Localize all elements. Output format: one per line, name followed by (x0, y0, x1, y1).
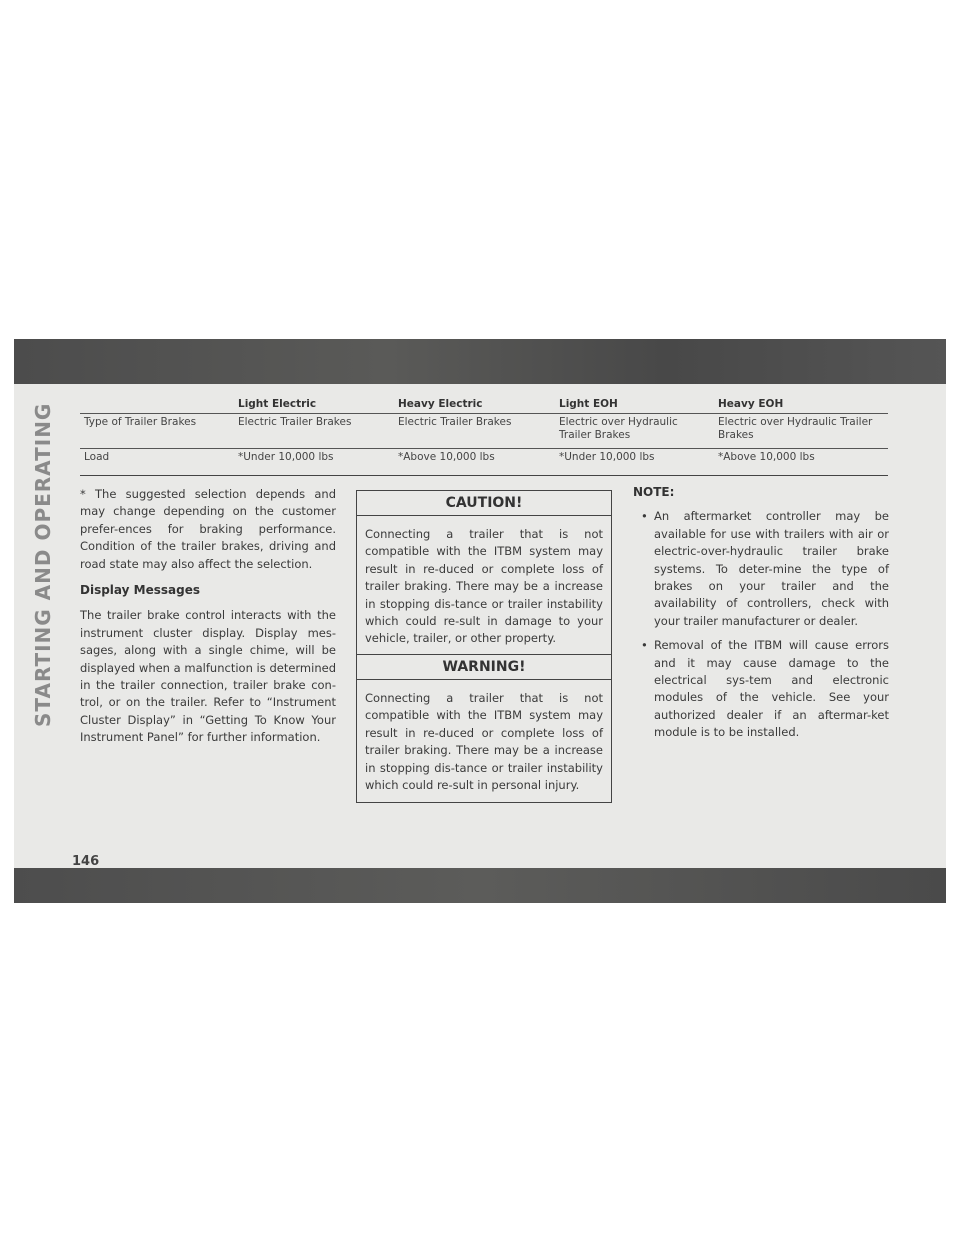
table-cell: *Above 10,000 lbs (718, 451, 815, 463)
table-header-cell (80, 396, 234, 414)
left-column (80, 486, 336, 756)
table-cell: *Above 10,000 lbs (398, 451, 495, 463)
table-cell: Electric Trailer Brakes (398, 416, 512, 428)
selection-footnote: * The suggested selection depends and may change depending on the customer prefer-ences for braking performance. Condition of the trailer brakes, driving and road state may also affect the selection. (80, 487, 336, 571)
list-item (633, 508, 889, 630)
caution-box (356, 490, 612, 657)
manual-page (14, 339, 946, 903)
display-messages-heading: Display Messages (80, 583, 200, 598)
bullet-icon: • (641, 638, 648, 653)
warning-text: Connecting a trailer that is not compatible with the ITBM system may result in re-duced or complete loss of trailer braking. There may be a increase in stopping dis-tance or trailer instability which could re-sult in personal injury. (365, 691, 603, 793)
table-header-cell: Heavy EOH (714, 396, 888, 414)
display-messages-body: The trailer brake control interacts with the instrument cluster display. Display mes-sages, along with a single chime, will be displayed when a malfunction is determined in the trailer connection, trailer brake con-trol, or on the trailer. Refer to “Instrument Cluster Display” in “Getting To Know Your Instrument Panel” for further information. (80, 608, 336, 745)
table-header-cell: Light Electric (234, 396, 394, 414)
list-item (633, 637, 889, 741)
list-item-text: An aftermarket controller may be available for use with trailers with air or electric-over-hydraulic trailer brake systems. To deter-mine the type of brakes on your trailer and the availability of controllers, check with your trailer manufacturer or dealer. (654, 509, 889, 628)
table-cell: Electric over Hydraulic Trailer Brakes (559, 416, 678, 441)
table-cell: Electric Trailer Brakes (238, 416, 352, 428)
table-row (80, 414, 888, 449)
caution-text: Connecting a trailer that is not compatible with the ITBM system may result in re-duced or complete loss of trailer braking. There may be a increase in stopping dis-tance or trailer instability which could re-sult in damage to your vehicle, trailer, or other property. (365, 527, 603, 646)
table-cell: Load (84, 451, 110, 463)
bullet-icon: • (641, 509, 648, 524)
table-header-cell: Heavy Electric (394, 396, 555, 414)
table-header-row (80, 396, 888, 414)
table-cell: Type of Trailer Brakes (84, 416, 197, 428)
note-heading: NOTE: (633, 485, 675, 499)
list-item-text: Removal of the ITBM will cause errors and it may cause damage to the electrical sys-tem and electronic modules of the vehicle. See your authorized dealer if an aftermar-ket module is to be installed. (654, 638, 889, 740)
table-cell: *Under 10,000 lbs (559, 451, 655, 463)
note-list (633, 508, 889, 741)
table-header-cell: Light EOH (555, 396, 714, 414)
table-cell: Electric over Hydraulic Trailer Brakes (718, 416, 873, 441)
trailer-brake-table (80, 396, 888, 476)
table-row (80, 449, 888, 476)
table-cell: *Under 10,000 lbs (238, 451, 334, 463)
warning-box (356, 654, 612, 803)
note-column (633, 484, 889, 749)
caution-title: CAUTION! (357, 491, 611, 516)
footer-band (14, 868, 946, 903)
page-number: 146 (72, 854, 100, 869)
warning-title: WARNING! (357, 655, 611, 680)
section-title: STARTING AND OPERATING (31, 402, 55, 727)
header-band (14, 339, 946, 384)
